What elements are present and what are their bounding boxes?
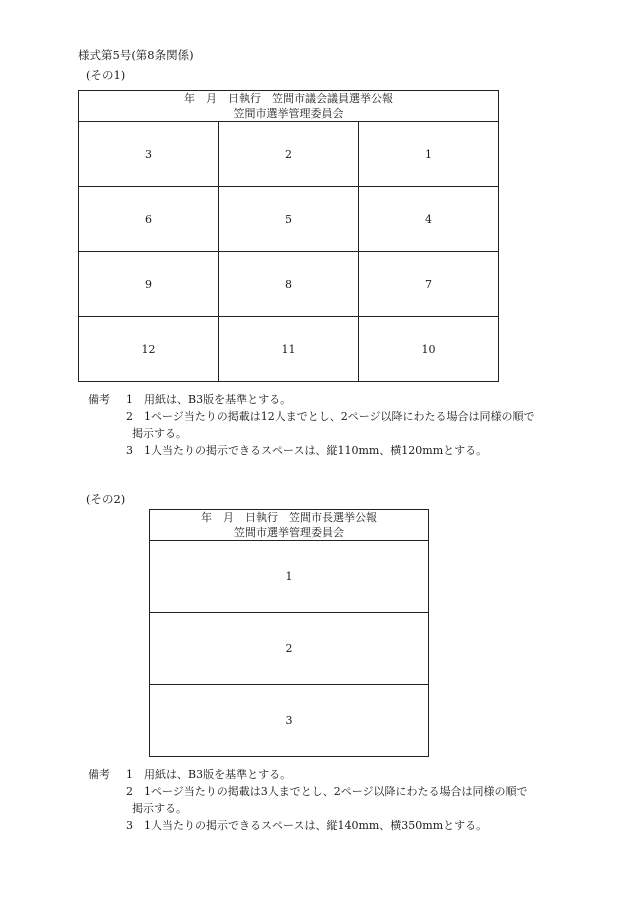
- note-text: 1ページ当たりの掲載は3人までとし、2ページ以降にわたる場合は同様の順で: [144, 785, 528, 798]
- note-item: [88, 442, 558, 459]
- part1-cell: 6: [79, 187, 219, 252]
- part2-title: (その2): [86, 492, 126, 506]
- part1-cell: 12: [79, 317, 219, 382]
- part1-cell: 1: [359, 122, 499, 187]
- part1-title: (その1): [86, 68, 126, 82]
- note-item: [88, 391, 558, 408]
- part2-notes: [88, 766, 558, 834]
- part1-header-line1: 年 月 日執行 笠間市議会議員選挙公報: [184, 92, 393, 105]
- form-label: 様式第5号(第8条関係): [78, 48, 194, 62]
- part1-header: [79, 91, 499, 122]
- part2-board: [149, 509, 429, 757]
- note-continuation: 掲示する。: [132, 427, 187, 440]
- note-number: 2: [126, 785, 133, 798]
- note-number: 1: [126, 768, 133, 781]
- part1-cell: 11: [219, 317, 359, 382]
- part2-cell: 3: [150, 685, 429, 757]
- part1-cell: 9: [79, 252, 219, 317]
- note-item: [88, 408, 558, 425]
- notes-lead: 備考: [88, 393, 110, 406]
- note-item: [88, 817, 558, 834]
- part1-cell: 5: [219, 187, 359, 252]
- part2-header-line2: 笠間市選挙管理委員会: [234, 526, 344, 539]
- note-text: 1人当たりの掲示できるスペースは、縦140mm、横350mmとする。: [144, 819, 488, 832]
- part1-cell: 10: [359, 317, 499, 382]
- part1-cell: 7: [359, 252, 499, 317]
- part2-cell: 1: [150, 541, 429, 613]
- part1-cell: 2: [219, 122, 359, 187]
- note-text: 用紙は、B3版を基準とする。: [144, 768, 292, 781]
- part1-header-line2: 笠間市選挙管理委員会: [233, 107, 344, 120]
- note-item: [88, 783, 558, 800]
- note-number: 3: [126, 819, 133, 832]
- notes-lead: 備考: [88, 768, 110, 781]
- note-continuation: 掲示する。: [132, 802, 187, 815]
- note-number: 2: [126, 410, 133, 423]
- note-text: 1ページ当たりの掲載は12人までとし、2ページ以降にわたる場合は同様の順で: [144, 410, 535, 423]
- note-number: 3: [126, 444, 133, 457]
- part1-notes: [88, 391, 558, 459]
- part1-cell: 8: [219, 252, 359, 317]
- note-text: 1人当たりの掲示できるスペースは、縦110mm、横120mmとする。: [144, 444, 488, 457]
- part1-cell: 4: [359, 187, 499, 252]
- part1-board: [78, 90, 499, 382]
- part2-cell: 2: [150, 613, 429, 685]
- part2-header: [150, 510, 429, 541]
- note-number: 1: [126, 393, 133, 406]
- part2-header-line1: 年 月 日執行 笠間市長選挙公報: [201, 511, 377, 524]
- part1-cell: 3: [79, 122, 219, 187]
- note-text: 用紙は、B3版を基準とする。: [144, 393, 292, 406]
- note-item: [88, 766, 558, 783]
